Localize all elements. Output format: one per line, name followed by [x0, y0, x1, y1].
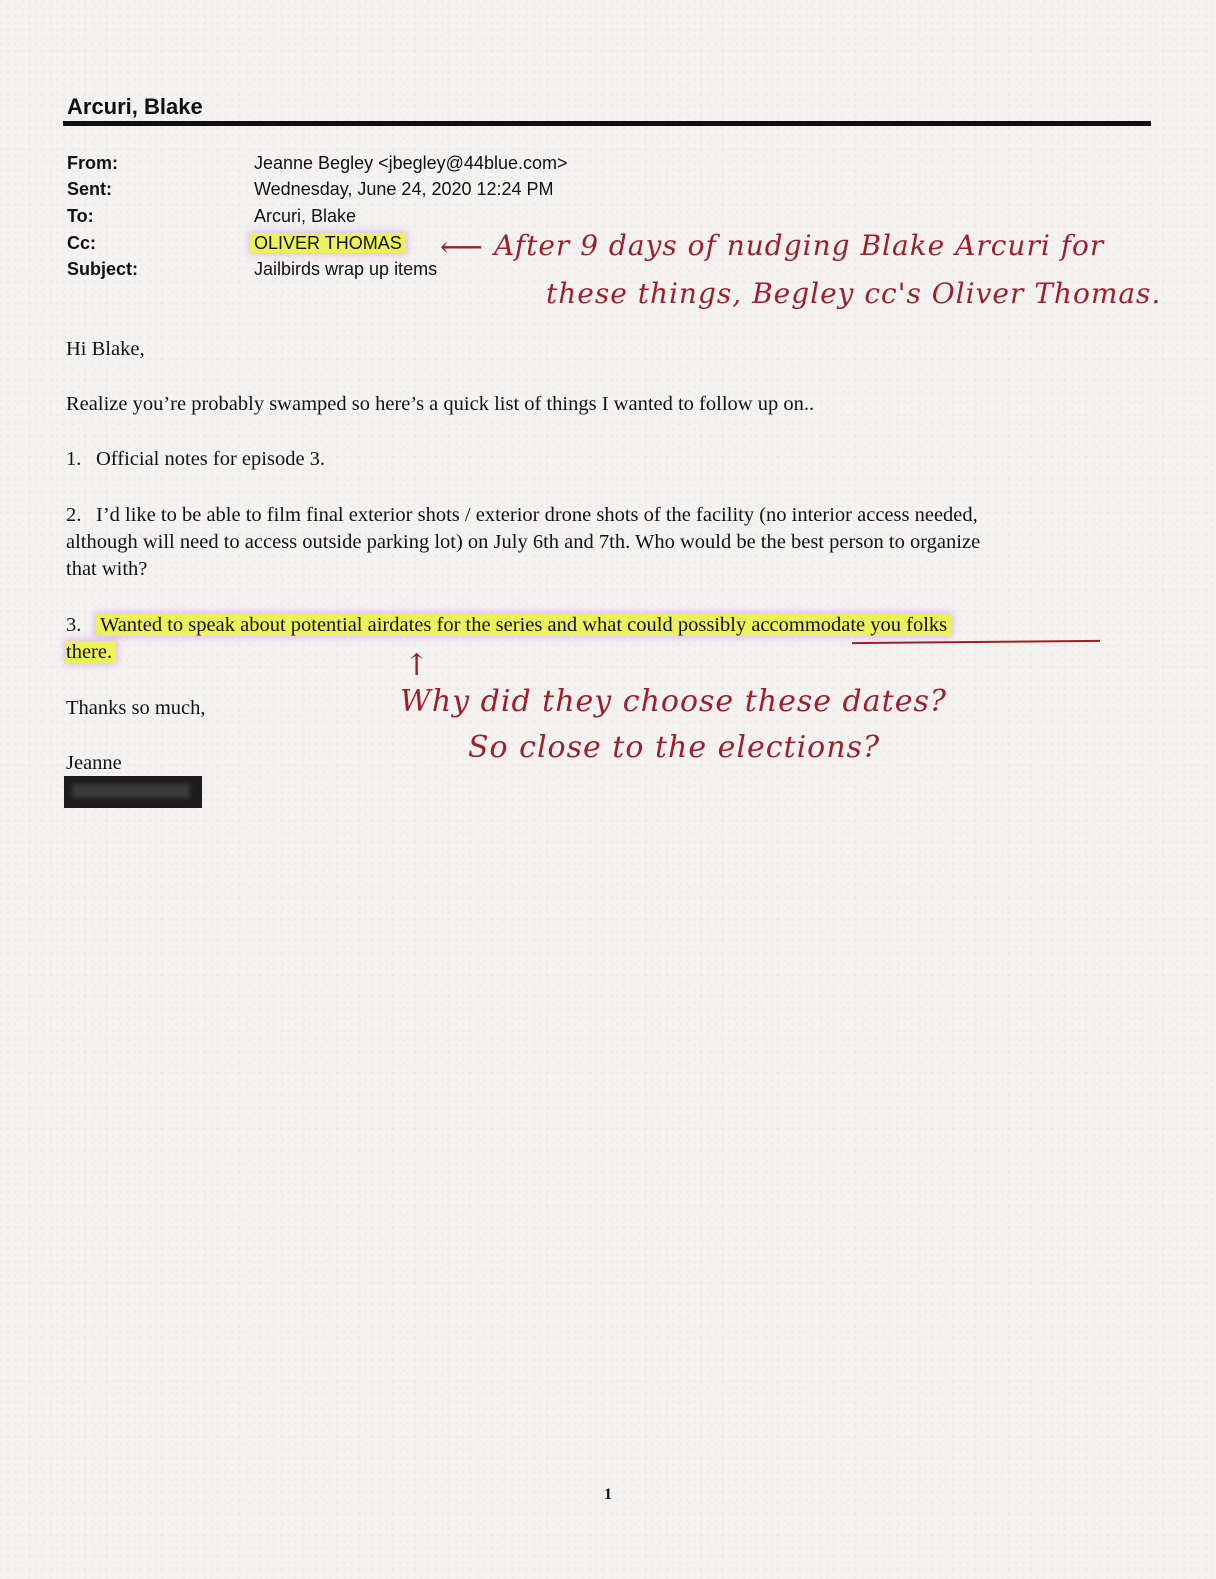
subject-label: Subject:: [67, 259, 139, 279]
item-3-highlight-cont: there.: [66, 641, 116, 663]
closing: Thanks so much,: [66, 697, 206, 719]
to-value: Arcuri, Blake: [254, 206, 357, 226]
signature-name: Jeanne: [66, 752, 122, 774]
from-value: Jeanne Begley <jbegley@44blue.com>: [254, 153, 568, 173]
dates-annotation-line1: Why did they choose these dates?: [400, 684, 947, 719]
page-number: 1: [604, 1486, 612, 1503]
cc-annotation-line1: After 9 days of nudging Blake Arcuri for: [494, 229, 1105, 262]
email-owner-name: Arcuri, Blake: [67, 94, 203, 119]
cc-annotation-line2: these things, Begley cc's Oliver Thomas.: [546, 277, 1162, 310]
dates-annotation-line2: So close to the elections?: [468, 730, 881, 765]
item-3-highlight: Wanted to speak about potential airdates for the series and what could possibly accommodate you folks: [96, 614, 951, 636]
header-rule: [63, 121, 1151, 126]
sent-value: Wednesday, June 24, 2020 12:24 PM: [254, 179, 554, 199]
list-item-3: 3. Wanted to speak about potential airdates for the series and what could possibly accommodate you folks there.: [66, 612, 951, 666]
arrow-up-icon: ↑: [404, 648, 430, 683]
cc-label: Cc:: [67, 233, 97, 253]
arrow-left-icon: ⟵: [440, 230, 484, 265]
from-label: From:: [67, 153, 118, 173]
to-label: To:: [67, 206, 94, 226]
cc-highlight: OLIVER THOMAS: [250, 233, 406, 253]
greeting: Hi Blake,: [66, 338, 145, 360]
list-item-2: 2. I’d like to be able to film final exterior shots / exterior drone shots of the facility (no interior access needed, although will need to access outside parking lot) on July 6th and 7th. Who would be the best person to organize that with?: [66, 504, 981, 580]
intro-paragraph: Realize you’re probably swamped so here’s a quick list of things I wanted to follow up on..: [66, 393, 815, 415]
redaction-block: [64, 776, 202, 808]
sent-label: Sent:: [67, 179, 112, 199]
cc-value: [250, 233, 406, 254]
list-item-1: 1. Official notes for episode 3.: [66, 448, 326, 470]
subject-value: Jailbirds wrap up items: [254, 259, 438, 279]
